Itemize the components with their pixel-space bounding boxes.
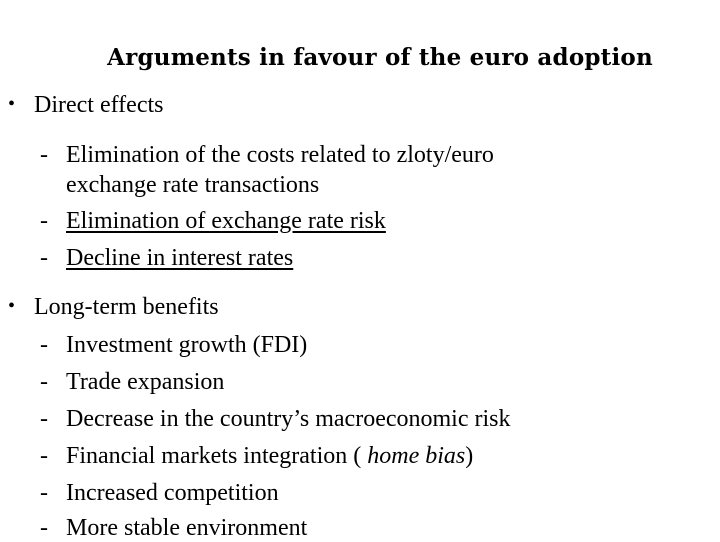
dash-marker: -	[40, 480, 48, 506]
dash-marker: -	[40, 406, 48, 432]
list-item-text: More stable environment	[66, 515, 308, 541]
slide-title: Arguments in favour of the euro adoption	[107, 44, 653, 71]
dash-marker: -	[40, 245, 48, 271]
list-item-text: Elimination of the costs related to zloty/euro	[66, 142, 494, 168]
closing-paren: )	[465, 443, 474, 469]
list-item	[40, 208, 386, 235]
bullet-direct-effects	[8, 92, 163, 119]
list-item-continuation: exchange rate transactions	[66, 172, 320, 198]
italic-term: home bias	[367, 443, 466, 469]
list-item	[40, 480, 279, 507]
list-item-text: Financial markets integration (	[66, 443, 362, 469]
list-item-text: Decline in interest rates	[66, 245, 294, 271]
dash-marker: -	[40, 369, 48, 395]
list-item	[40, 443, 473, 470]
bullet-icon: •	[8, 295, 16, 317]
bullet-long-term-benefits	[8, 294, 219, 321]
list-item	[40, 142, 494, 169]
list-item	[40, 369, 224, 396]
section-heading: Direct effects	[34, 92, 164, 118]
bullet-icon: •	[8, 93, 16, 115]
dash-marker: -	[40, 208, 48, 234]
list-item	[40, 515, 307, 542]
list-item	[40, 332, 307, 359]
list-item-text: Elimination of exchange rate risk	[66, 208, 386, 234]
dash-marker: -	[40, 515, 48, 541]
list-item-text: Investment growth (FDI)	[66, 332, 308, 358]
list-item-text: Trade expansion	[66, 369, 225, 395]
dash-marker: -	[40, 332, 48, 358]
list-item-text: Decrease in the country’s macroeconomic risk	[66, 406, 511, 432]
list-item-text: Increased competition	[66, 480, 279, 506]
list-item	[40, 245, 293, 272]
dash-marker: -	[40, 443, 48, 469]
list-item	[40, 406, 511, 433]
dash-marker: -	[40, 142, 48, 168]
section-heading: Long-term benefits	[34, 294, 219, 320]
